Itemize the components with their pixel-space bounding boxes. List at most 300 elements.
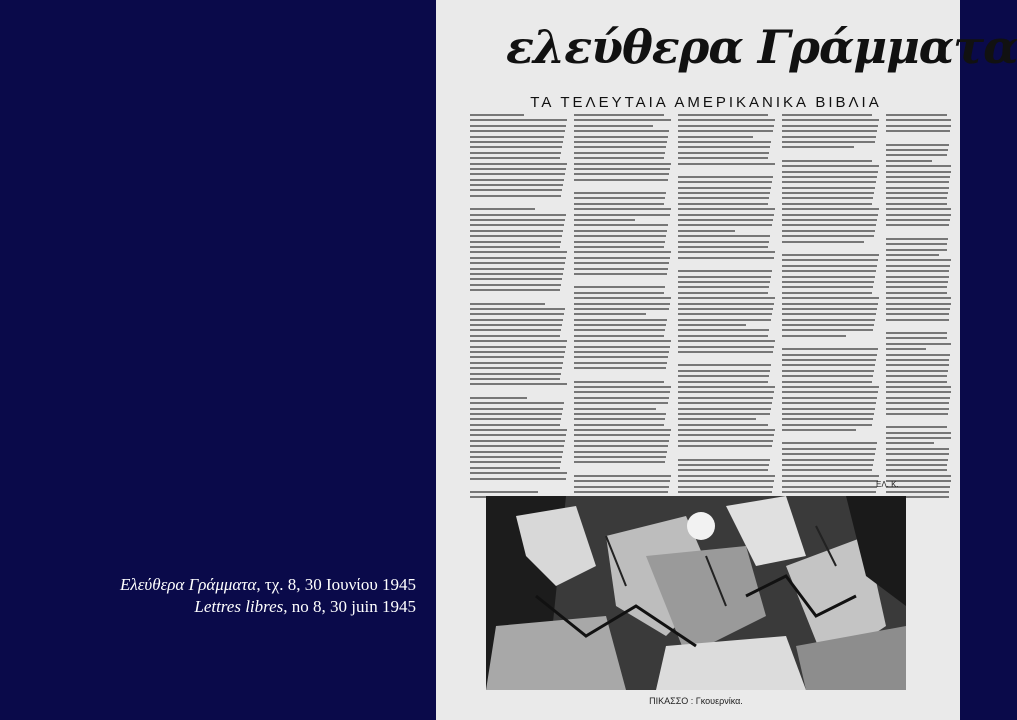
text-line (678, 475, 775, 477)
paragraph-gap (470, 200, 568, 208)
text-line (782, 125, 878, 127)
text-line (678, 251, 775, 253)
paragraph-gap (678, 451, 776, 459)
text-line (678, 125, 774, 127)
text-line (574, 208, 671, 210)
text-line (574, 434, 670, 436)
text-line (574, 163, 671, 165)
text-line (886, 397, 950, 399)
text-line (678, 181, 772, 183)
paragraph-gap (782, 434, 880, 442)
text-line (678, 214, 774, 216)
text-line (574, 340, 671, 342)
text-line (782, 402, 876, 404)
text-line (678, 351, 773, 353)
text-line (678, 141, 771, 143)
text-line (678, 469, 768, 471)
text-line (470, 278, 562, 280)
text-line (678, 424, 768, 426)
text-line (782, 313, 876, 315)
text-line (782, 408, 875, 410)
text-line (782, 235, 874, 237)
text-line (574, 268, 668, 270)
text-line (886, 160, 932, 162)
text-line (782, 381, 872, 383)
text-line (470, 224, 564, 226)
caption-line-french (120, 596, 416, 618)
text-line (886, 176, 950, 178)
text-line (886, 154, 947, 156)
text-line (782, 413, 874, 415)
text-column-4 (782, 114, 880, 502)
text-line (574, 203, 664, 205)
text-line (886, 459, 948, 461)
text-line (678, 346, 774, 348)
text-line (782, 286, 873, 288)
text-line (782, 464, 873, 466)
figure-caption: ΠΙΚΑΣΣΟ : Γκουερνίκα. (649, 696, 743, 706)
text-line (782, 442, 877, 444)
text-line (886, 292, 947, 294)
paragraph-gap (678, 262, 776, 270)
text-line (574, 286, 665, 288)
text-line (470, 214, 566, 216)
text-line (470, 329, 561, 331)
text-line (678, 136, 753, 138)
text-column-5 (886, 114, 952, 502)
text-line (678, 459, 770, 461)
text-line (782, 370, 874, 372)
text-line (886, 270, 949, 272)
text-line (470, 362, 563, 364)
text-line (574, 445, 668, 447)
paragraph-gap (574, 278, 672, 286)
paragraph-gap (470, 483, 568, 491)
text-line (470, 195, 561, 197)
paragraph-gap (886, 230, 952, 238)
text-line (470, 152, 561, 154)
text-line (886, 391, 951, 393)
article-headline: ΤΑ ΤΕΛΕΥΤΑΙΑ ΑΜΕΡΙΚΑΝΙΚΑ ΒΙΒΛΙΑ (530, 94, 882, 111)
text-line (470, 324, 562, 326)
text-line (574, 273, 667, 275)
text-line (782, 424, 872, 426)
text-line (782, 241, 864, 243)
text-line (782, 197, 873, 199)
text-line (678, 480, 774, 482)
text-line (678, 464, 769, 466)
newspaper-scan (436, 0, 1017, 720)
text-line (574, 386, 671, 388)
text-line (574, 251, 671, 253)
text-line (782, 453, 875, 455)
text-line (782, 192, 874, 194)
text-line (678, 370, 770, 372)
text-line (678, 163, 775, 165)
text-line (886, 432, 951, 434)
text-line (574, 418, 665, 420)
text-line (470, 346, 566, 348)
text-line (886, 426, 947, 428)
text-line (470, 319, 563, 321)
text-line (782, 114, 872, 116)
text-line (782, 475, 879, 477)
text-line (470, 472, 567, 474)
text-line (782, 480, 878, 482)
text-line (470, 408, 563, 410)
text-line (678, 246, 768, 248)
text-line (782, 319, 875, 321)
text-line (678, 157, 768, 159)
text-line (574, 324, 666, 326)
text-line (574, 356, 668, 358)
text-line (782, 391, 878, 393)
text-line (574, 141, 667, 143)
text-line (886, 464, 947, 466)
text-line (470, 340, 567, 342)
text-line (886, 181, 949, 183)
text-line (886, 281, 948, 283)
text-line (470, 130, 565, 132)
text-line (574, 402, 668, 404)
text-line (782, 208, 879, 210)
text-line (470, 257, 566, 259)
text-line (678, 491, 772, 493)
text-line (886, 276, 949, 278)
text-line (678, 292, 768, 294)
caption-issue-greek: , τχ. 8, 30 Ιουνίου 1945 (256, 575, 416, 594)
text-line (782, 146, 854, 148)
text-line (470, 251, 567, 253)
article-signature: ΕΛ. Κ. (876, 480, 899, 489)
text-line (678, 241, 769, 243)
text-line (470, 313, 564, 315)
text-line (574, 157, 664, 159)
text-line (574, 130, 669, 132)
text-line (470, 168, 566, 170)
text-line (574, 413, 666, 415)
text-line (574, 308, 669, 310)
text-line (886, 469, 947, 471)
text-line (574, 335, 664, 337)
text-line (886, 125, 951, 127)
text-line (678, 364, 771, 366)
text-line (470, 478, 566, 480)
text-line (574, 114, 664, 116)
text-line (470, 289, 560, 291)
text-line (678, 434, 774, 436)
text-line (470, 146, 562, 148)
text-line (574, 235, 666, 237)
text-line (678, 281, 770, 283)
text-line (782, 448, 876, 450)
paragraph-gap (886, 418, 952, 426)
text-line (574, 224, 668, 226)
text-line (574, 440, 669, 442)
text-line (782, 119, 879, 121)
caption-title-greek: Ελεύθερα Γράμματα (119, 575, 257, 594)
text-line (886, 165, 951, 167)
text-line (470, 491, 538, 493)
text-line (574, 456, 666, 458)
text-line (782, 270, 876, 272)
text-line (574, 146, 666, 148)
text-line (470, 367, 562, 369)
text-line (574, 367, 666, 369)
text-line (470, 351, 565, 353)
text-line (782, 348, 878, 350)
text-line (782, 276, 875, 278)
text-line (470, 273, 563, 275)
text-line (574, 219, 635, 221)
text-line (678, 340, 775, 342)
caption-line-greek (120, 574, 416, 596)
text-line (678, 235, 770, 237)
text-line (678, 335, 768, 337)
text-line (886, 249, 947, 251)
text-line (470, 136, 564, 138)
text-line (470, 456, 562, 458)
text-line (886, 308, 950, 310)
text-line (678, 308, 773, 310)
text-line (886, 413, 948, 415)
text-line (678, 391, 774, 393)
paragraph-gap (574, 184, 672, 192)
text-line (574, 451, 667, 453)
text-line (886, 130, 950, 132)
text-line (678, 445, 772, 447)
text-line (886, 286, 947, 288)
caption-title-french: Lettres libres (194, 597, 284, 616)
text-line (470, 440, 565, 442)
text-line (782, 259, 878, 261)
guernica-drawing (486, 496, 906, 690)
text-line (782, 329, 873, 331)
text-line (574, 125, 653, 127)
text-line (886, 319, 949, 321)
text-line (886, 144, 949, 146)
text-line (574, 346, 670, 348)
text-line (782, 303, 878, 305)
text-line (574, 319, 667, 321)
text-line (678, 230, 735, 232)
text-line (470, 445, 564, 447)
text-line (470, 284, 561, 286)
text-line (678, 270, 772, 272)
text-line (470, 219, 565, 221)
guernica-picture (486, 496, 906, 690)
text-line (574, 480, 670, 482)
text-line (678, 375, 769, 377)
text-line (886, 297, 951, 299)
text-line (574, 381, 664, 383)
text-line (574, 168, 670, 170)
caption-issue-french: , no 8, 30 juin 1945 (283, 597, 416, 616)
text-line (470, 356, 564, 358)
text-line (574, 136, 668, 138)
text-line (782, 214, 878, 216)
text-line (782, 230, 875, 232)
text-line (886, 491, 949, 493)
text-line (782, 335, 846, 337)
text-line (886, 442, 934, 444)
text-line (470, 451, 563, 453)
text-line (886, 192, 948, 194)
text-line (782, 203, 872, 205)
text-line (470, 184, 563, 186)
text-line (886, 313, 949, 315)
text-line (574, 486, 669, 488)
left-panel (0, 0, 436, 720)
text-line (886, 475, 951, 477)
text-line (678, 313, 772, 315)
text-line (678, 114, 768, 116)
text-line (678, 257, 774, 259)
text-line (886, 243, 947, 245)
text-line (886, 219, 950, 221)
text-line (678, 119, 775, 121)
text-line (886, 348, 926, 350)
paragraph-gap (886, 324, 952, 332)
text-line (470, 141, 563, 143)
text-line (678, 486, 773, 488)
text-line (574, 179, 668, 181)
text-line (886, 381, 947, 383)
text-line (678, 187, 771, 189)
text-line (886, 343, 951, 345)
paragraph-gap (470, 295, 568, 303)
text-line (886, 208, 951, 210)
text-line (470, 378, 560, 380)
text-line (574, 262, 669, 264)
text-line (574, 461, 665, 463)
text-line (782, 308, 877, 310)
text-line (782, 187, 875, 189)
text-line (470, 397, 527, 399)
paragraph-gap (782, 340, 880, 348)
text-line (470, 208, 535, 210)
text-line (886, 214, 951, 216)
text-line (574, 297, 671, 299)
text-line (574, 424, 664, 426)
text-line (886, 402, 949, 404)
text-column-2 (574, 114, 672, 513)
text-line (574, 303, 670, 305)
text-line (678, 192, 770, 194)
text-line (782, 171, 878, 173)
text-line (678, 381, 768, 383)
text-line (886, 453, 949, 455)
text-line (678, 329, 769, 331)
text-line (470, 189, 562, 191)
text-line (886, 197, 947, 199)
text-line (574, 119, 671, 121)
text-line (470, 179, 564, 181)
text-line (782, 469, 872, 471)
text-line (470, 424, 560, 426)
text-line (470, 418, 561, 420)
text-line (574, 491, 668, 493)
text-line (886, 149, 948, 151)
text-line (574, 257, 670, 259)
text-line (782, 324, 874, 326)
newspaper-masthead: ελεύθερα Γράμματα (506, 20, 1017, 74)
text-line (470, 230, 563, 232)
text-line (886, 259, 951, 261)
text-line (678, 130, 773, 132)
text-line (678, 203, 768, 205)
text-line (574, 241, 665, 243)
text-line (470, 303, 545, 305)
text-line (782, 459, 874, 461)
text-line (782, 418, 873, 420)
text-line (782, 386, 879, 388)
text-line (782, 397, 877, 399)
text-line (886, 448, 949, 450)
text-line (782, 491, 876, 493)
text-line (470, 241, 561, 243)
text-line (782, 181, 876, 183)
text-line (574, 230, 667, 232)
paragraph-gap (678, 168, 776, 176)
text-line (470, 383, 567, 385)
text-line (574, 408, 656, 410)
text-line (886, 354, 950, 356)
text-line (886, 254, 939, 256)
text-line (574, 152, 665, 154)
text-line (886, 187, 949, 189)
text-line (886, 337, 947, 339)
text-line (574, 246, 664, 248)
text-line (470, 429, 567, 431)
text-line (886, 224, 949, 226)
text-line (470, 157, 560, 159)
text-line (782, 486, 877, 488)
text-column-3 (678, 114, 776, 502)
text-line (678, 197, 769, 199)
text-line (782, 359, 876, 361)
text-line (782, 281, 874, 283)
text-line (678, 397, 773, 399)
paragraph-gap (574, 467, 672, 475)
text-line (678, 418, 756, 420)
text-line (678, 319, 771, 321)
text-line (574, 351, 669, 353)
text-line (782, 364, 875, 366)
text-line (574, 429, 671, 431)
text-line (782, 429, 856, 431)
paragraph-gap (574, 373, 672, 381)
text-line (782, 254, 879, 256)
text-line (678, 408, 771, 410)
text-line (678, 386, 775, 388)
text-line (886, 171, 951, 173)
text-line (886, 375, 947, 377)
text-line (886, 265, 950, 267)
text-line (782, 130, 877, 132)
text-line (886, 332, 947, 334)
text-line (678, 297, 775, 299)
text-line (470, 413, 562, 415)
text-column-1 (470, 114, 568, 502)
text-line (678, 303, 774, 305)
text-line (886, 238, 948, 240)
text-line (470, 125, 566, 127)
text-line (782, 292, 872, 294)
text-line (470, 235, 562, 237)
text-line (678, 146, 770, 148)
text-line (470, 402, 564, 404)
